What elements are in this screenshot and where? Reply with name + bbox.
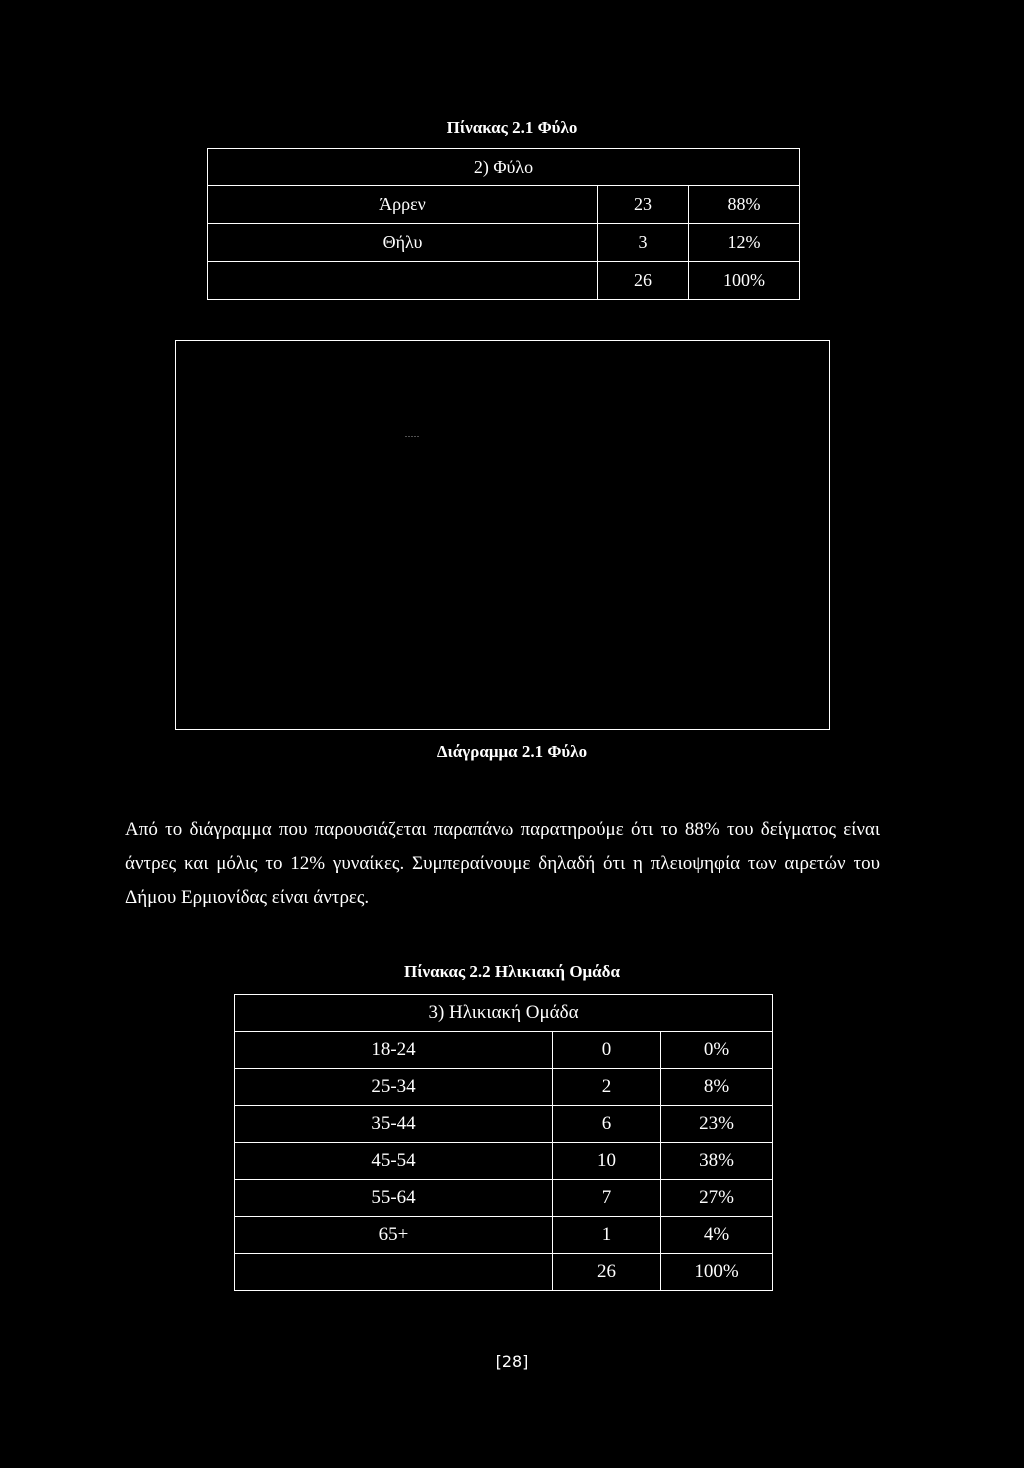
row-label: 55-64: [235, 1180, 553, 1217]
table-row: [235, 1180, 773, 1217]
row-count: 2: [553, 1069, 661, 1106]
row-count: 6: [553, 1106, 661, 1143]
chart-frame: [175, 340, 830, 730]
row-percent: 100%: [689, 262, 800, 300]
chart-placeholder-dots: .....: [405, 430, 420, 439]
table-row: [208, 186, 800, 224]
row-count: 0: [553, 1032, 661, 1069]
row-label: Θήλυ: [208, 224, 598, 262]
chart-caption: Διάγραμμα 2.1 Φύλο: [436, 742, 588, 761]
table-header-row: [235, 995, 773, 1032]
table-row: [235, 1032, 773, 1069]
row-percent: 0%: [661, 1032, 773, 1069]
row-percent: 100%: [661, 1254, 773, 1291]
table-row: [235, 1106, 773, 1143]
row-percent: 23%: [661, 1106, 773, 1143]
row-percent: 38%: [661, 1143, 773, 1180]
page-number: [28]: [495, 1352, 529, 1371]
table-row: [235, 1143, 773, 1180]
row-count: 3: [598, 224, 689, 262]
row-label: 45-54: [235, 1143, 553, 1180]
table-row: [235, 1217, 773, 1254]
table-row-total: [208, 262, 800, 300]
row-count: 26: [553, 1254, 661, 1291]
table-header-row: [208, 149, 800, 186]
row-percent: 8%: [661, 1069, 773, 1106]
table2-caption: Πίνακας 2.2 Ηλικιακή Ομάδα: [404, 962, 620, 981]
row-label: 65+: [235, 1217, 553, 1254]
row-percent: 27%: [661, 1180, 773, 1217]
row-label: 35-44: [235, 1106, 553, 1143]
row-count: 26: [598, 262, 689, 300]
row-percent: 88%: [689, 186, 800, 224]
age-group-table: [234, 994, 773, 1291]
row-label: Άρρεν: [208, 186, 598, 224]
row-label: [235, 1254, 553, 1291]
gender-table: [207, 148, 800, 300]
table-header: 3) Ηλικιακή Ομάδα: [235, 995, 773, 1032]
row-count: 7: [553, 1180, 661, 1217]
table-header: 2) Φύλο: [208, 149, 800, 186]
row-label: 18-24: [235, 1032, 553, 1069]
table-row-total: [235, 1254, 773, 1291]
row-count: 1: [553, 1217, 661, 1254]
table-row: [235, 1069, 773, 1106]
row-label: 25-34: [235, 1069, 553, 1106]
table-row: [208, 224, 800, 262]
row-label: [208, 262, 598, 300]
row-count: 10: [553, 1143, 661, 1180]
row-count: 23: [598, 186, 689, 224]
row-percent: 12%: [689, 224, 800, 262]
body-paragraph: Από το διάγραμμα που παρουσιάζεται παραπάνω παρατηρούμε ότι το 88% του δείγματος είναι άντρες και μόλις το 12% γυναίκες. Συμπεραίνουμε δηλαδή ότι η πλειοψηφία των αιρετών του Δήμου Ερμιονίδας είναι άντρες.: [125, 819, 880, 908]
row-percent: 4%: [661, 1217, 773, 1254]
table1-caption: Πίνακας 2.1 Φύλο: [446, 118, 578, 137]
